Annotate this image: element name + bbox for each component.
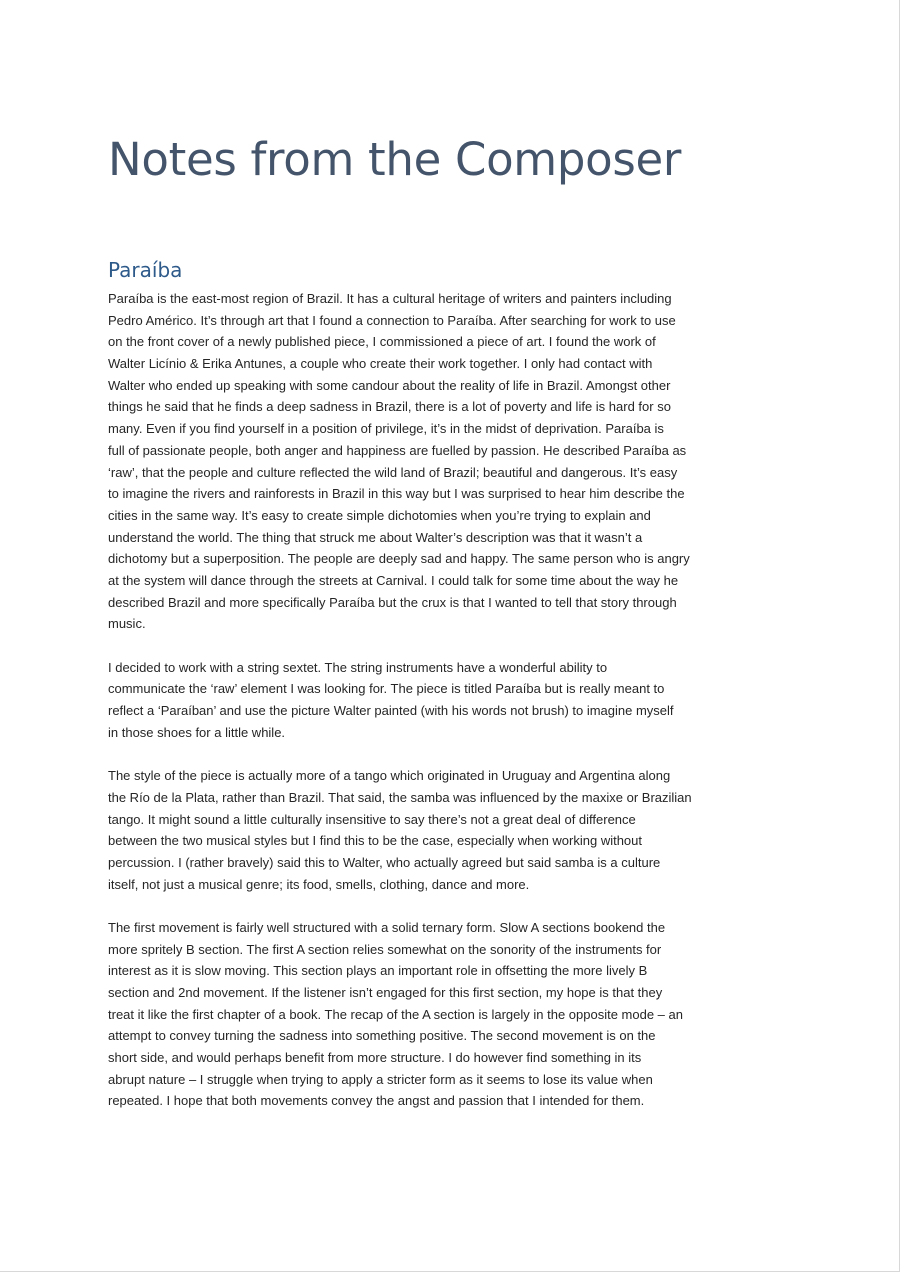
paragraph-line: interest as it is slow moving. This section plays an important role in offsetting the more lively B	[108, 963, 648, 979]
body-paragraph	[108, 917, 798, 1112]
paragraph-line: to imagine the rivers and rainforests in Brazil in this way but I was surprised to hear him describe the	[108, 486, 685, 502]
paragraph-line: in those shoes for a little while.	[108, 724, 286, 740]
paragraph-line: percussion. I (rather bravely) said this to Walter, who actually agreed but said samba is a culture	[108, 854, 661, 870]
paragraph-line: I decided to work with a string sextet. The string instruments have a wonderful ability to	[108, 659, 608, 675]
paragraph-line: between the two musical styles but I find this to be the case, especially when working without	[108, 833, 643, 849]
paragraph-line: dichotomy but a superposition. The people are deeply sad and happy. The same person who is angry	[108, 551, 690, 567]
paragraph-line: things he said that he finds a deep sadness in Brazil, there is a lot of poverty and life is hard for so	[108, 399, 671, 415]
paragraph-line: more spritely B section. The first A section relies somewhat on the sonority of the instruments for	[108, 941, 662, 957]
paragraph-line: the Río de la Plata, rather than Brazil. That said, the samba was influenced by the maxixe or Brazilian	[108, 789, 692, 805]
paragraph-line: attempt to convey turning the sadness into something positive. The second movement is on the	[108, 1028, 656, 1044]
paragraph-line: described Brazil and more specifically Paraíba but the crux is that I wanted to tell that story through	[108, 594, 677, 610]
paragraph-line: abrupt nature – I struggle when trying to apply a stricter form as it seems to lose its value when	[108, 1071, 653, 1087]
body-paragraph	[108, 288, 798, 635]
paragraph-line: repeated. I hope that both movements convey the angst and passion that I intended for them.	[108, 1093, 645, 1109]
paragraph-line: communicate the ‘raw’ element I was looking for. The piece is titled Paraíba but is really meant to	[108, 681, 665, 697]
body-paragraph	[108, 657, 798, 744]
section-heading: Paraíba	[108, 258, 183, 282]
paragraph-line: section and 2nd movement. If the listener isn’t engaged for this first section, my hope is that they	[108, 985, 663, 1000]
paragraph-line: The first movement is fairly well structured with a solid ternary form. Slow A sections bookend the	[108, 919, 666, 935]
paragraph-line: reflect a ‘Paraíban’ and use the picture Walter painted (with his words not brush) to imagine myself	[108, 703, 674, 719]
paragraph-line: many. Even if you find yourself in a position of privilege, it’s in the midst of deprivation. Paraíba is	[108, 421, 664, 437]
body-paragraph	[108, 765, 798, 895]
paragraph-line: Walter who ended up speaking with some candour about the reality of life in Brazil. Amongst other	[108, 377, 671, 393]
paragraph-line: ‘raw’, that the people and culture reflected the wild land of Brazil; beautiful and dangerous. It’s easy	[108, 464, 678, 480]
paragraph-line: understand the world. The thing that struck me about Walter’s description was that it wasn’t a	[108, 529, 643, 545]
paragraph-line: treat it like the first chapter of a book. The recap of the A section is largely in the opposite mode – an	[108, 1006, 683, 1022]
paragraph-line: on the front cover of a newly published piece, I commissioned a piece of art. I found the work of	[108, 334, 656, 350]
paragraph-line: tango. It might sound a little culturally insensitive to say there’s not a great deal of difference	[108, 811, 636, 827]
paragraph-line: itself, not just a musical genre; its food, smells, clothing, dance and more.	[108, 876, 530, 892]
paragraph-line: full of passionate people, both anger and happiness are fuelled by passion. He described Paraíba as	[108, 442, 687, 458]
paragraph-line: Walter Licínio & Erika Antunes, a couple who create their work together. I only had contact with	[108, 356, 653, 372]
document-title: Notes from the Composer	[108, 133, 682, 186]
paragraph-line: music.	[108, 616, 146, 632]
paragraph-line: Pedro Américo. It’s through art that I found a connection to Paraíba. After searching for work to use	[108, 312, 676, 328]
paragraph-line: Paraíba is the east-most region of Brazil. It has a cultural heritage of writers and painters including	[108, 291, 672, 306]
document-body	[108, 288, 798, 1134]
paragraph-line: short side, and would perhaps benefit from more structure. I do however find something in its	[108, 1050, 642, 1066]
paragraph-line: at the system will dance through the streets at Carnival. I could talk for some time about the way he	[108, 572, 679, 588]
paragraph-line: cities in the same way. It’s easy to create simple dichotomies when you’re trying to explain and	[108, 507, 651, 523]
paragraph-line: The style of the piece is actually more of a tango which originated in Uruguay and Argentina along	[108, 768, 671, 784]
